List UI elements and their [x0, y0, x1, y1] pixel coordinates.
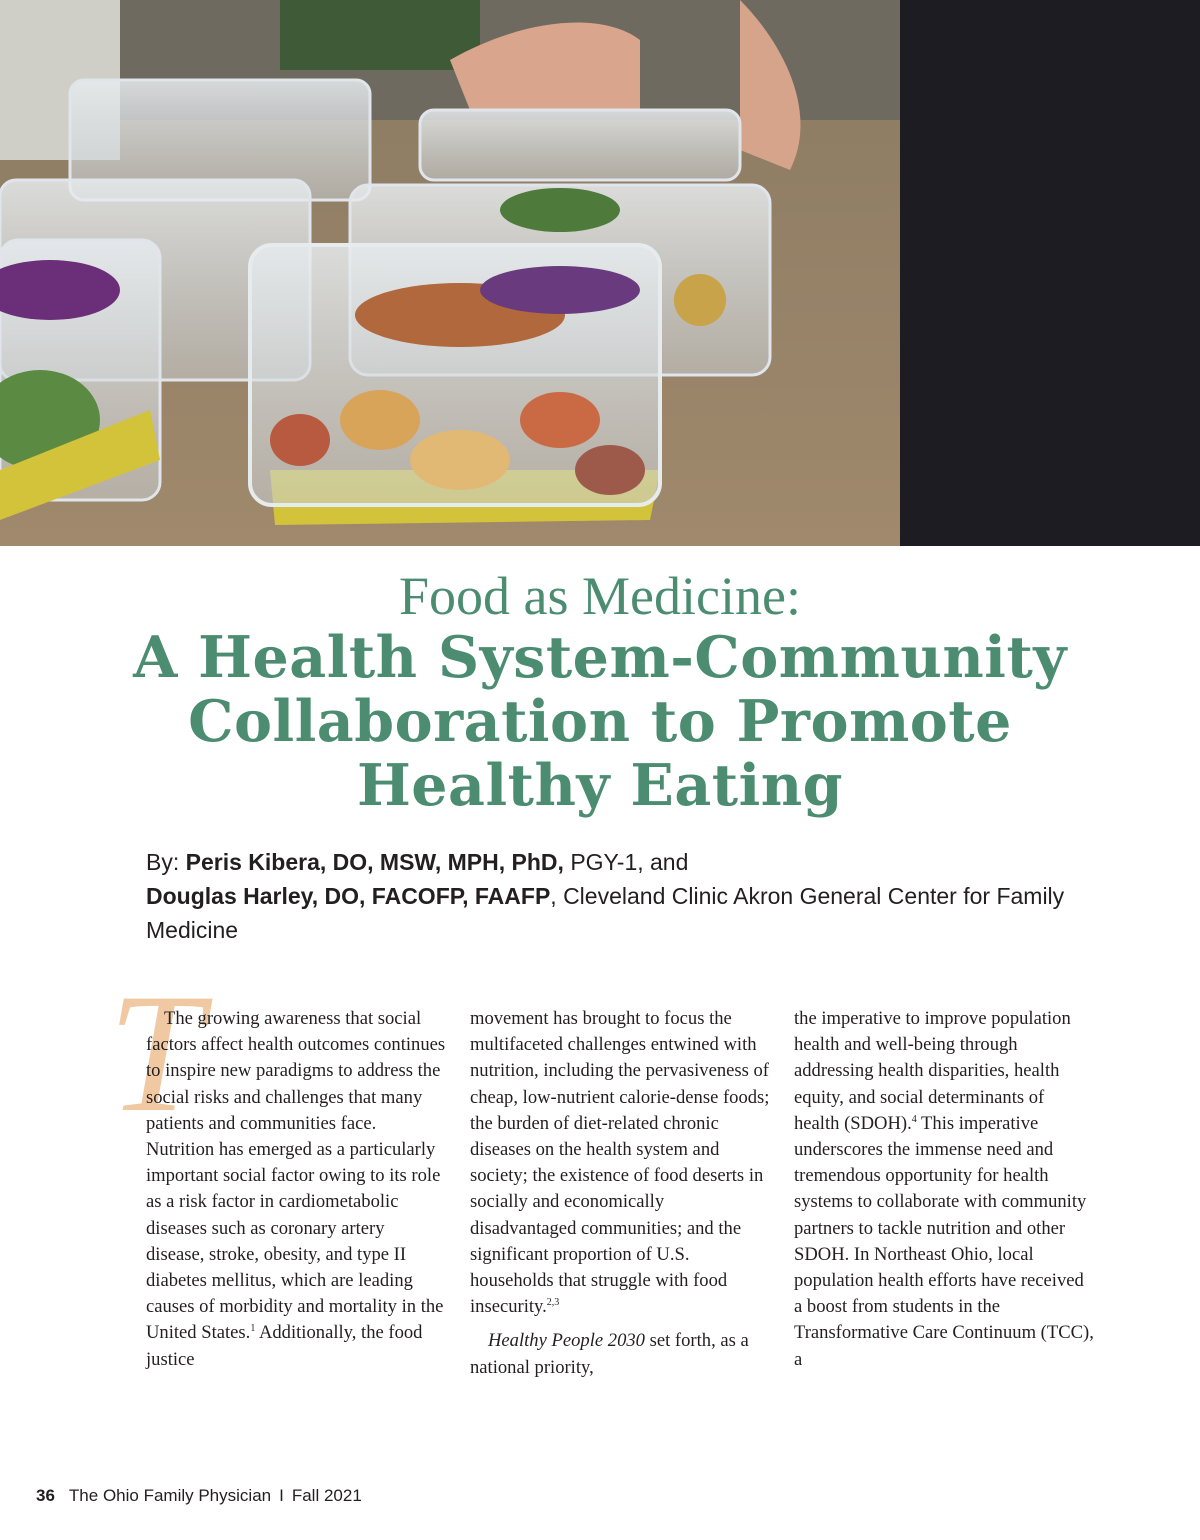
col1-text: The growing awareness that social factors affect health outcomes continues to inspire new paradigms to address the social risks and challenges that many patients and communities face. Nutrition has emerged as a particularly important social factor owing to its role as a risk factor in cardiometabolic diseases such as coronary artery disease, stroke, obesity, and type II diabetes mellitus, which are leading causes of morbidity and mortality in the United States.: [146, 1008, 446, 1344]
byline-prefix: By:: [146, 849, 186, 875]
title-line-main-1: A Health System-Community: [133, 624, 1067, 691]
page-footer: [36, 1486, 362, 1506]
author-1: Peris Kibera, DO, MSW, MPH, PhD,: [185, 849, 564, 875]
author-2: Douglas Harley, DO, FACOFP, FAAFP: [146, 883, 551, 909]
title-line-kicker: Food as Medicine:: [399, 566, 801, 626]
reference-2-3: 2,3: [546, 1297, 560, 1309]
issue-date: Fall 2021: [291, 1486, 362, 1505]
col2-p2-text: set forth, as a national priority,: [470, 1330, 749, 1378]
body-column-1: [146, 1006, 446, 1373]
title-line-main-2: Collaboration to Promote: [188, 688, 1012, 755]
page-number: 36: [36, 1486, 55, 1505]
body-column-3: [794, 1006, 1094, 1373]
col3-text: the imperative to improve population health and well-being through addressing health disparities, health equity, and social determinants of health (SDOH).: [794, 1008, 1071, 1134]
title-line-main-3: Healthy Eating: [356, 752, 844, 819]
footer-separator: I: [279, 1486, 284, 1505]
body-paragraph: [470, 1328, 770, 1380]
body-paragraph: [146, 1006, 446, 1373]
meal-prep-illustration: [0, 0, 1200, 546]
healthy-people-title: Healthy People 2030: [488, 1330, 645, 1352]
byline: [146, 845, 1066, 947]
hero-photo: [0, 0, 1200, 546]
author-1-role: PGY-1, and: [563, 849, 689, 875]
publication-name: The Ohio Family Physician: [68, 1486, 272, 1505]
col1-tail: Additionally, the food justice: [146, 1322, 423, 1370]
col2-text: movement has brought to focus the multifaceted challenges entwined with nutrition, including the pervasiveness of cheap, low-nutrient calorie-dense foods; the burden of diet-related chronic diseases on the health system and society; the existence of food deserts in socially and economically disadvantaged communities; and the significant proportion of U.S. households that struggle with food insecurity.: [470, 1008, 770, 1318]
body-paragraph: [470, 1006, 770, 1320]
reference-4: 4: [911, 1113, 917, 1125]
col3-tail: This imperative underscores the immense need and tremendous opportunity for health systems to collaborate with community partners to tackle nutrition and other SDOH. In Northeast Ohio, local population health efforts have received a boost from students in the Transformative Care Continuum (TCC), a: [794, 1112, 1094, 1370]
article-title: [0, 566, 1200, 818]
reference-1: 1: [250, 1323, 256, 1335]
author-2-affiliation: , Cleveland Clinic Akron General Center for Family Medicine: [146, 883, 1065, 943]
drop-cap: T: [108, 959, 203, 1147]
body-column-2: [470, 1006, 770, 1381]
body-paragraph: [794, 1006, 1094, 1373]
